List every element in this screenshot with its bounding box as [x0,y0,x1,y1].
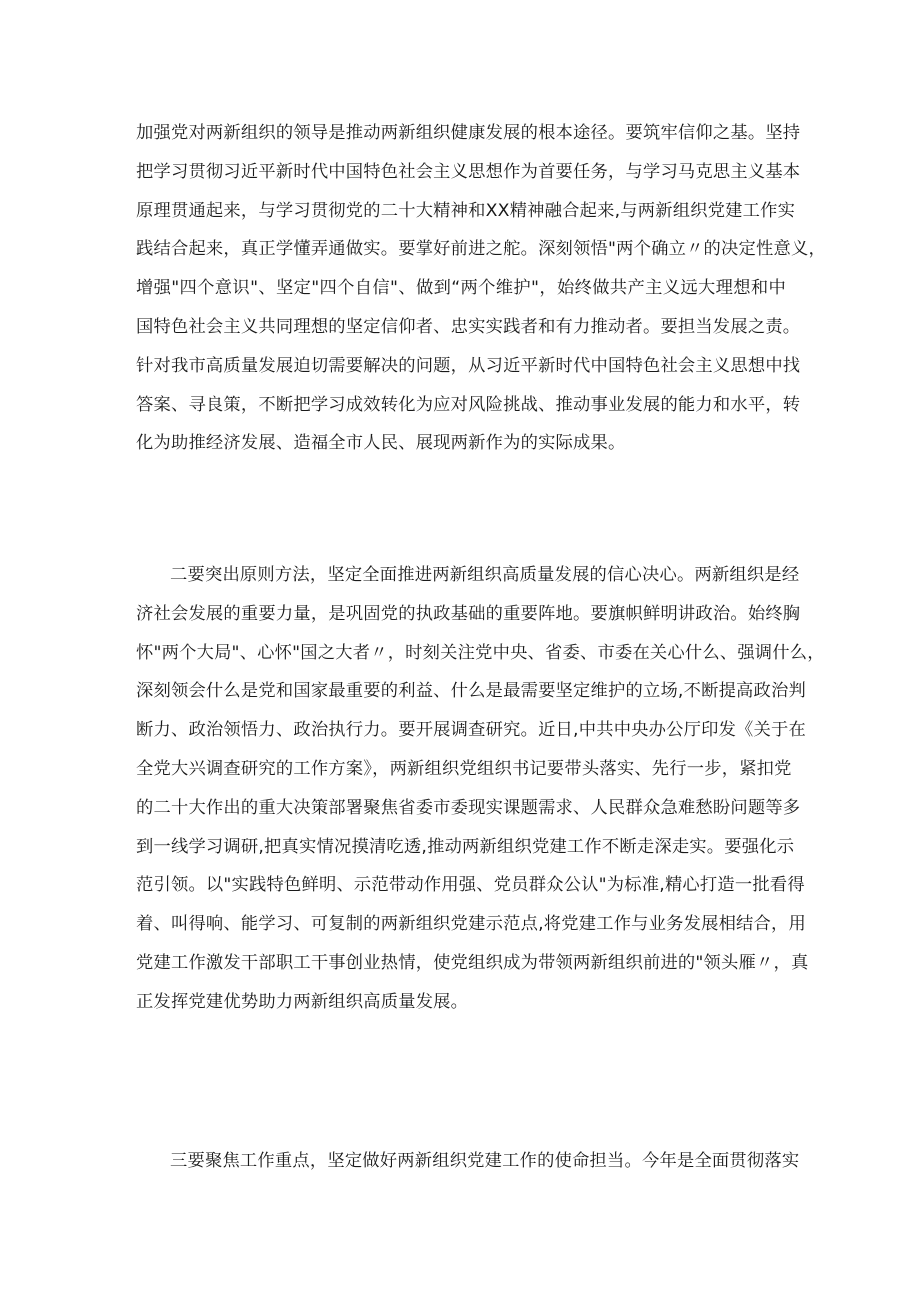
text-line: 深刻领会什么是党和国家最重要的利益、什么是最需要坚定维护的立场,不断提高政治判 [136,681,806,702]
text-line: 国特色社会主义共同理想的坚定信仰者、忠实实践者和有力推动者。要担当发展之责。 [136,316,801,337]
text-line: 三要聚焦工作重点，坚定做好两新组织党建工作的使命担当。今年是全面贯彻落实 [170,1151,800,1171]
text-line: 正发挥党建优势助力两新组织高质量发展。 [136,991,469,1012]
paragraph-3 [136,1142,800,1181]
text-line: 化为助推经济发展、造福全市人民、展现两新作为的实际成果。 [136,433,626,454]
text-line: 范引领。以"实践特色鲜明、示范带动作用强、党员群众公认"为标准,精心打造一批看得 [136,875,805,896]
text-line: 答案、寻良策，不断把学习成效转化为应对风险挑战、推动事业发展的能力和水平，转 [136,394,801,415]
text-line: 着、叫得响、能学习、可复制的两新组织党建示范点,将党建工作与业务发展相结合，用 [136,914,806,935]
text-line: 原理贯通起来，与学习贯彻党的二十大精神和XX精神融合起来,与两新组织党建工作实 [136,200,796,221]
text-line: 到一线学习调研,把真实情况摸清吃透,推动两新组织党建工作不断走深走实。要强化示 [136,836,795,857]
text-line: 践结合起来，真正学懂弄通做实。要掌好前进之舵。深刻领悟"两个确立〃的决定性意义， [136,239,826,260]
text-line: 党建工作激发干部职工干事创业热情，使党组织成为带领两新组织前进的"领头雁〃，真 [136,952,809,973]
text-line: 增强"四个意识"、坚定"四个自信"、做到“两个维护"，始终做共产主义远大理想和中 [136,278,786,299]
text-line: 全党大兴调查研究的工作方案》，两新组织党组织书记要带头落实、先行一步，紧扣党 [136,758,792,779]
text-line: 加强党对两新组织的领导是推动两新组织健康发展的根本途径。要筑牢信仰之基。坚持 [136,123,801,143]
text-line: 断力、政治领悟力、政治执行力。要开展调查研究。近日,中共中央办公厅印发《关于在 [136,720,806,741]
paragraph-1 [136,114,826,463]
text-line: 把学习贯彻习近平新时代中国特色社会主义思想作为首要任务，与学习马克思主义基本 [136,161,801,182]
text-line: 二要突出原则方法，坚定全面推进两新组织高质量发展的信心决心。两新组织是经 [170,565,800,585]
text-line: 怀"两个大局"、心怀"国之大者〃，时刻关注党中央、省委、市委在关心什么、强调什么， [136,642,825,663]
paragraph-2 [136,556,825,1022]
text-line: 针对我市高质量发展迫切需要解决的问题，从习近平新时代中国特色社会主义思想中找 [136,355,801,376]
text-line: 的二十大作出的重大决策部署聚焦省委市委现实课题需求、人民群众急难愁盼问题等多 [136,797,801,818]
text-line: 济社会发展的重要力量，是巩固党的执政基础的重要阵地。要旗帜鲜明讲政治。始终胸 [136,603,801,624]
